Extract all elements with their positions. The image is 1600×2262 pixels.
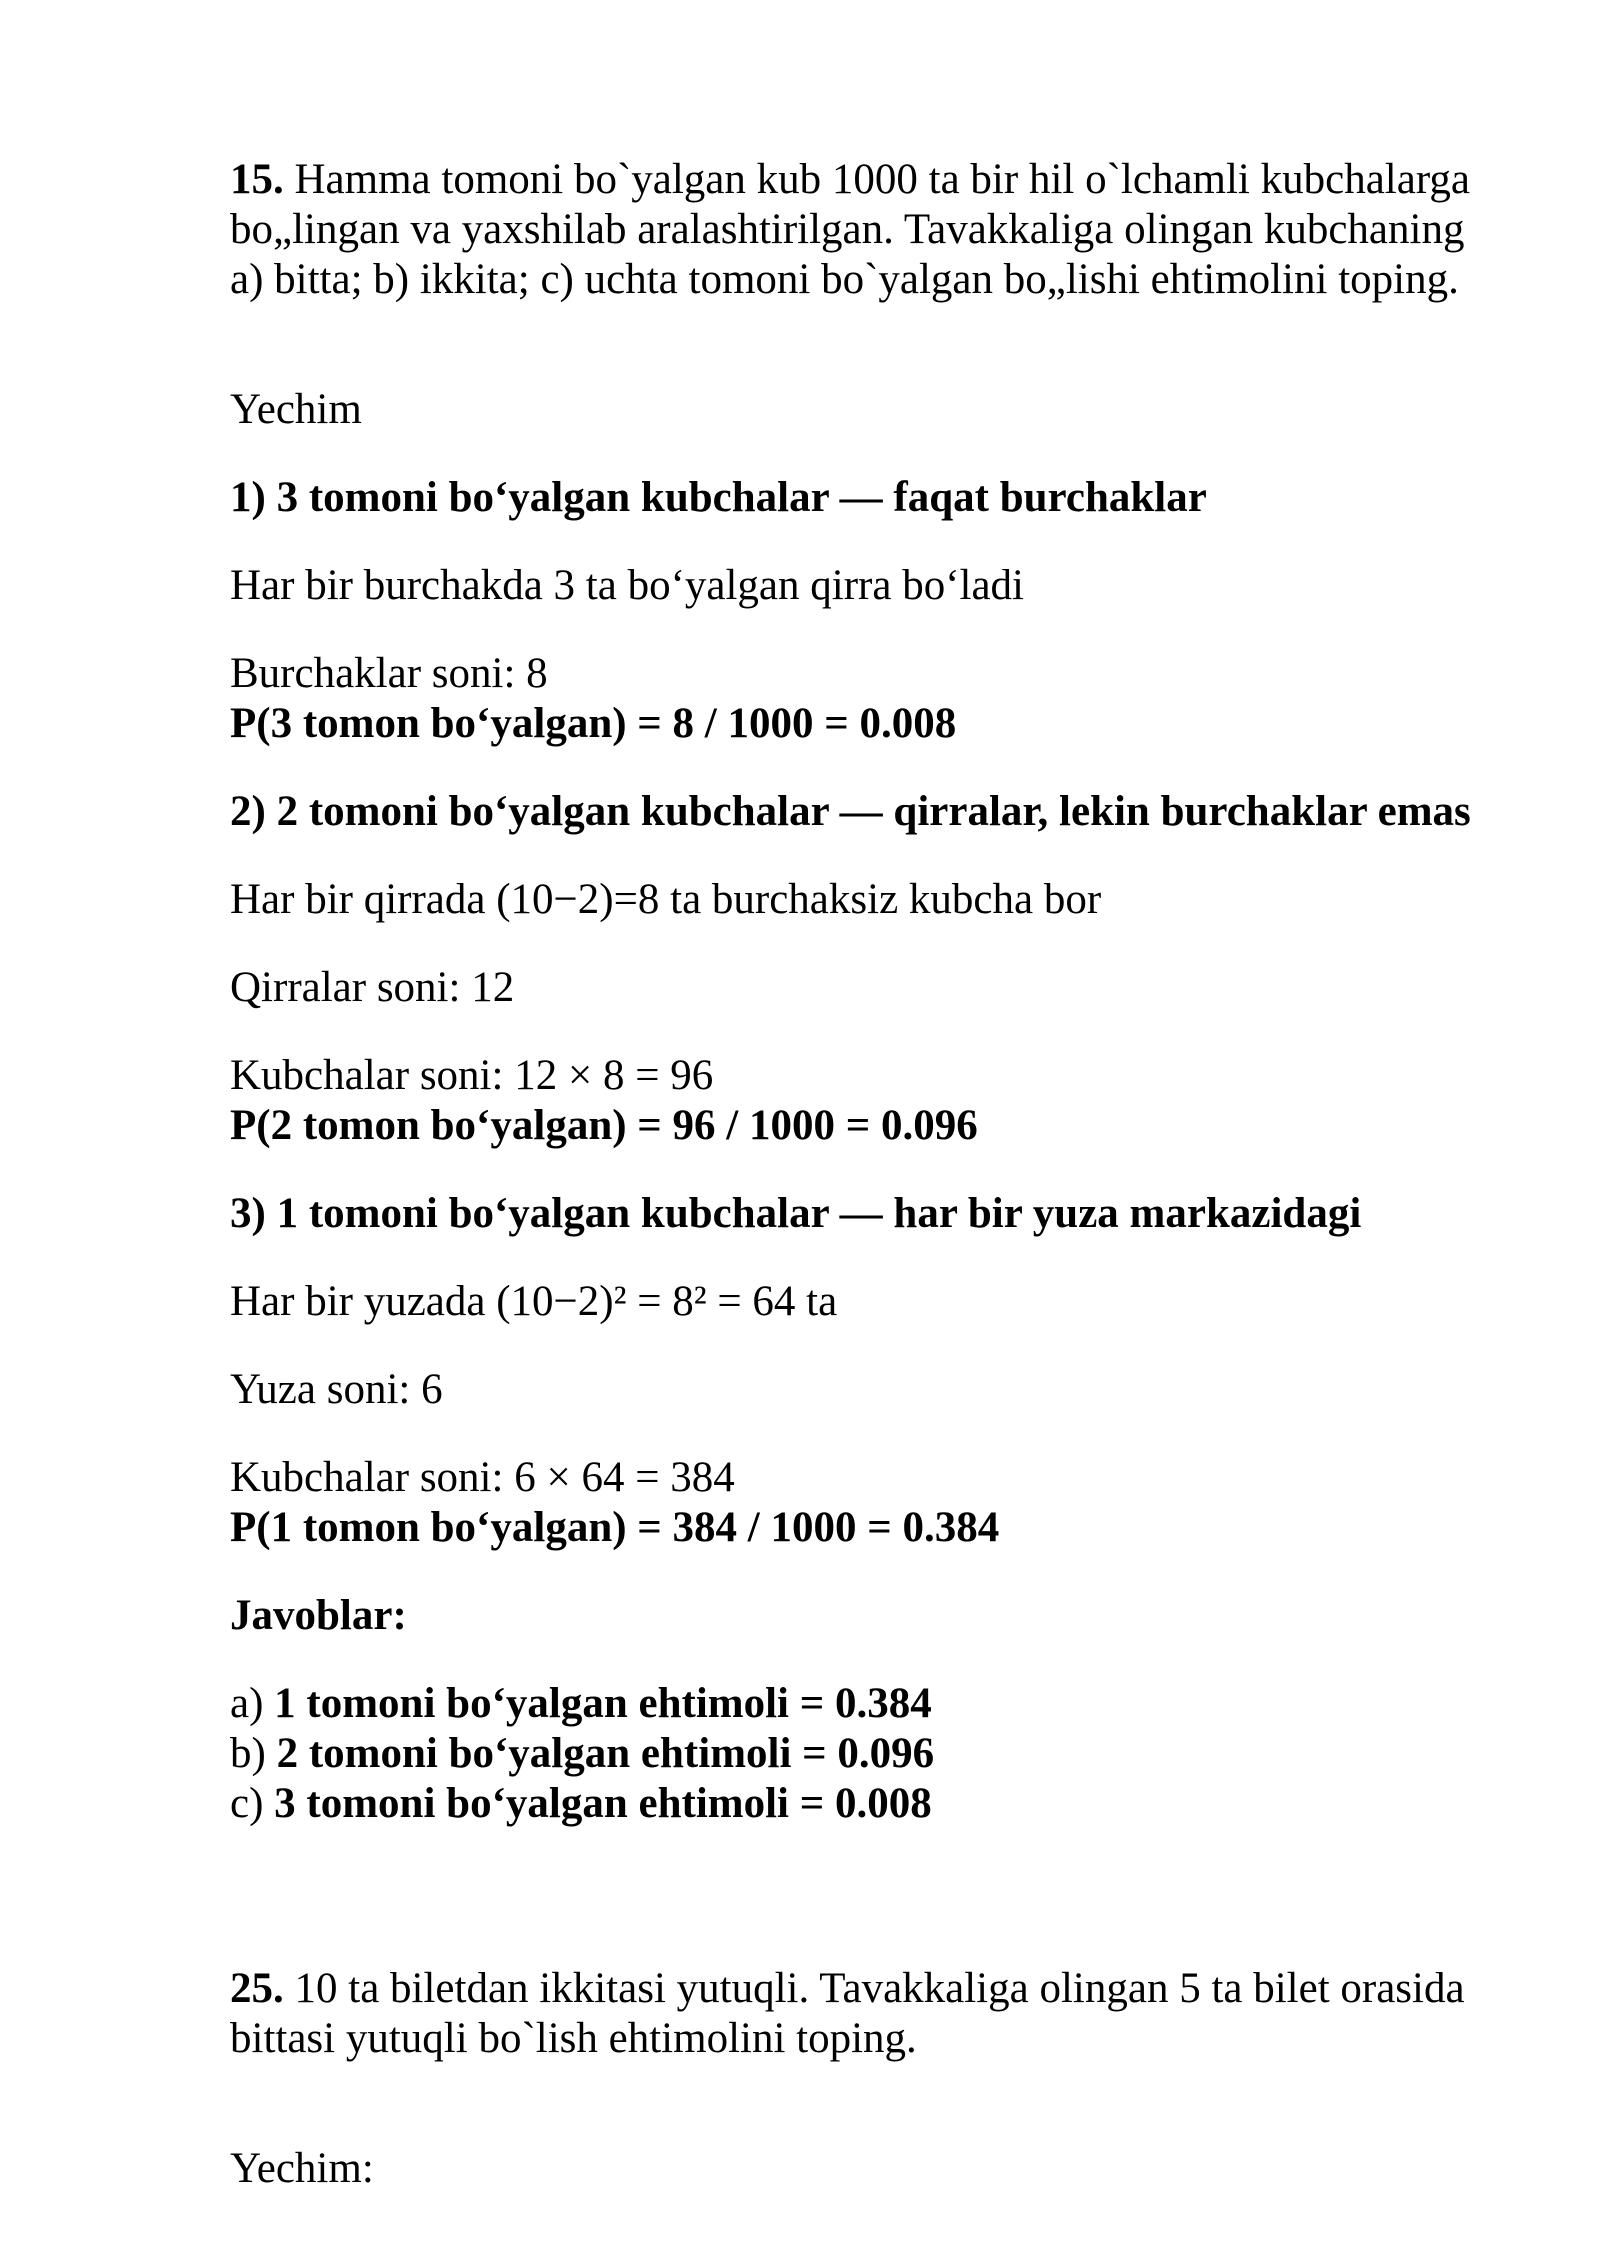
answer-prefix: a) bbox=[230, 1680, 275, 1727]
part-1-line: Har bir burchakda 3 ta bo‘yalgan qirra bo‘ladi bbox=[230, 562, 1024, 609]
part-1-line: Burchaklar soni: 8 bbox=[230, 650, 548, 697]
part-1-result: P(3 tomon bo‘yalgan) = 8 / 1000 = 0.008 bbox=[230, 700, 957, 747]
answer-text: 1 tomoni bo‘yalgan ehtimoli = 0.384 bbox=[274, 1680, 932, 1727]
problem-15-statement bbox=[230, 155, 1500, 305]
part-3-title: 3) 1 tomoni bo‘yalgan kubchalar — har bir yuza markazidagi bbox=[230, 1190, 1362, 1237]
answer-item bbox=[230, 1779, 1500, 1829]
part-2-line: Har bir qirrada (10−2)=8 ta burchaksiz kubcha bor bbox=[230, 876, 1102, 923]
answer-item bbox=[230, 1679, 1500, 1729]
problem-15-text: Hamma tomoni bo`yalgan kub 1000 ta bir hil o`lchamli kubchalarga bbox=[294, 156, 1470, 203]
problem-15-number: 15. bbox=[230, 156, 284, 203]
part-2-line: Kubchalar soni: 12 × 8 = 96 bbox=[230, 1052, 714, 1099]
part-3-line: Yuza soni: 6 bbox=[230, 1366, 443, 1413]
part-2-result: P(2 tomon bo‘yalgan) = 96 / 1000 = 0.096 bbox=[230, 1102, 978, 1149]
solution-25-heading: Yechim: bbox=[230, 2145, 374, 2192]
problem-25-text: 10 ta biletdan ikkitasi yutuqli. Tavakkaliga olingan 5 ta bilet orasida bbox=[294, 1965, 1465, 2012]
problem-25-line: bittasi yutuqli bo`lish ehtimolini toping. bbox=[230, 2015, 917, 2062]
part-3-line: Har bir yuzada (10−2)² = 8² = 64 ta bbox=[230, 1278, 838, 1325]
answer-text: 3 tomoni bo‘yalgan ehtimoli = 0.008 bbox=[274, 1780, 932, 1827]
problem-25-number: 25. bbox=[230, 1965, 284, 2012]
problem-25-statement bbox=[230, 1964, 1500, 2064]
answer-text: 2 tomoni bo‘yalgan ehtimoli = 0.096 bbox=[276, 1730, 935, 1777]
problem-25-line bbox=[230, 1964, 1500, 2014]
answers-list bbox=[230, 1679, 1500, 1829]
answer-prefix: b) bbox=[230, 1730, 277, 1777]
solution-15-heading: Yechim bbox=[230, 386, 362, 433]
problem-15-line bbox=[230, 155, 1500, 205]
part-1-title: 1) 3 tomoni bo‘yalgan kubchalar — faqat burchaklar bbox=[230, 474, 1207, 521]
part-3-line: Kubchalar soni: 6 × 64 = 384 bbox=[230, 1454, 735, 1501]
problem-15-line: bo„lingan va yaxshilab aralashtirilgan. Tavakkaliga olingan kubchaning bbox=[230, 206, 1465, 253]
answers-heading: Javoblar: bbox=[230, 1592, 407, 1639]
answer-prefix: c) bbox=[230, 1780, 275, 1827]
problem-15-line: a) bitta; b) ikkita; c) uchta tomoni bo`yalgan bo„lishi ehtimolini toping. bbox=[230, 256, 1459, 303]
part-2-title: 2) 2 tomoni bo‘yalgan kubchalar — qirralar, lekin burchaklar emas bbox=[230, 788, 1471, 835]
part-3-result: P(1 tomon bo‘yalgan) = 384 / 1000 = 0.384 bbox=[230, 1504, 1000, 1551]
part-2-line: Qirralar soni: 12 bbox=[230, 964, 515, 1011]
answer-item bbox=[230, 1729, 1500, 1779]
